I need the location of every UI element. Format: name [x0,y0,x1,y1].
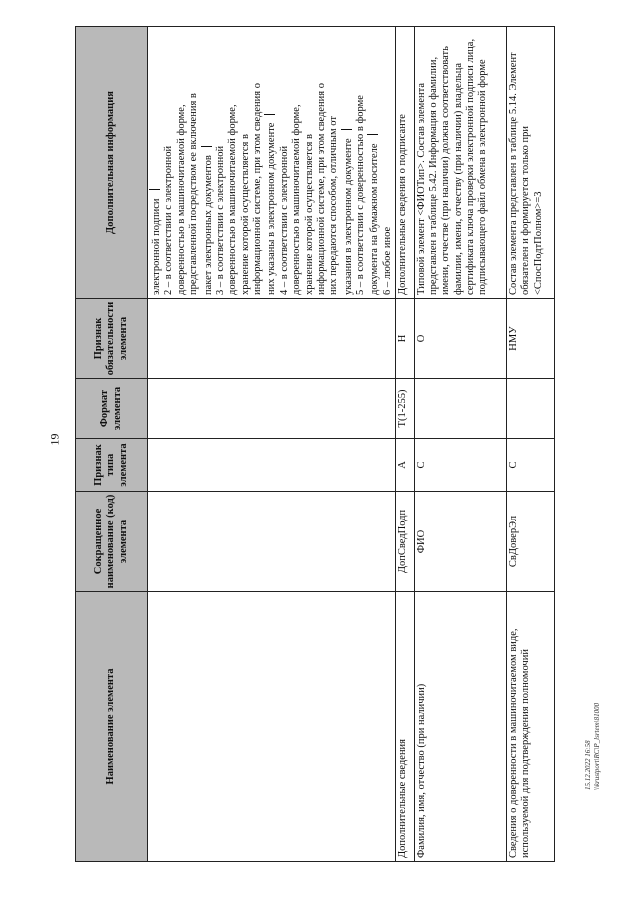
bar-mark [201,146,212,147]
header-info: Дополнительная информация [76,27,148,299]
cell-format: T(1-255) [396,379,414,439]
rotated-page [75,27,555,862]
footer-path: \\krustport\RC\P_lsrtem\81000 [592,702,601,790]
cell-info: Типовой элемент <ФИОТип>. Состав элемента представлен в таблице 5.42. Информация о фамилии, имени, отчестве (при наличии) должна соответствовать фамилии, имени, отчеству (при наличии) владельца сертификата ключа проверки электронной подписи лица, подписывающего файл обмена в электронной форме [414,27,506,299]
info-line: 6 – любое иное [381,226,393,295]
header-format: Формат элемента [76,379,148,439]
table-header-row [76,27,148,862]
elements-table [75,26,555,862]
table-row [506,27,554,862]
cell-format [148,379,396,439]
cell-type [148,439,396,492]
bar-mark [341,129,352,130]
bar-mark [367,134,378,135]
table-row [396,27,414,862]
bar-mark [264,114,275,115]
info-line: хранение которой осуществляется в [303,134,315,295]
cell-format [506,379,554,439]
footer-timestamp: 15.12.2022 16:58 [584,740,592,790]
cell-name: Сведения о доверенности в машиночитаемом виде, используемой для подтверждения полномочий [506,592,554,862]
table-row [414,27,506,862]
cell-required: О [414,299,506,379]
header-code: Сокращенное наименование (код) элемента [76,492,148,592]
print-footer [584,703,602,790]
cell-required: НМУ [506,299,554,379]
cell-name: Фамилия, имя, отчество (при наличии) [414,592,506,862]
cell-type: С [414,439,506,492]
info-line: 3 – в соответствии с электронной [214,145,226,295]
header-name: Наименование элемента [76,592,148,862]
cell-type: С [506,439,554,492]
table-row [148,27,396,862]
cell-code: СвДоверЭл [506,492,554,592]
info-line: информационной системе, при этом сведения о [252,83,263,295]
info-line: них указаны в электронном документе [264,30,278,295]
info-line: хранение которой осуществляется в [239,134,251,295]
header-type: Признак типа элемента [76,439,148,492]
page-number: 19 [47,433,62,446]
cell-required [148,299,396,379]
cell-info [148,27,396,299]
info-line: представленной посредством ее включения в [188,93,200,295]
info-line: указания в электронном документе [341,30,355,295]
cell-required: Н [396,299,414,379]
info-line: электронной подписи [149,30,163,295]
cell-format [414,379,506,439]
bar-mark [149,189,160,190]
info-line: пакет электронных документов [201,30,215,295]
info-line: 2 – в соответствии с электронной [163,145,175,295]
info-line: доверенностью в машиночитаемой форме, [227,104,239,295]
info-line: 4 – в соответствии с электронной [278,145,290,295]
info-line: доверенностью в машиночитаемой форме, [291,104,303,295]
cell-name: Дополнительные сведения [396,592,414,862]
info-line: 5 – в соответствии с доверенностью в форме [355,95,366,295]
cell-code [148,492,396,592]
info-line: них передаются способом, отличным от [328,116,340,295]
cell-info: Состав элемента представлен в таблице 5.14. Элемент обязателен и формируется только при <СпосПодтПолном>=3 [506,27,554,299]
header-required: Признак обязательности элемента [76,299,148,379]
cell-name [148,592,396,862]
cell-code: ДопСведПодп [396,492,414,592]
cell-type: А [396,439,414,492]
cell-code: ФИО [414,492,506,592]
info-line: информационной системе, при этом сведения о [315,83,327,295]
info-line: документа на бумажном носителе [367,30,381,295]
info-line: доверенностью в машиночитаемой форме, [175,104,187,295]
cell-info: Дополнительные сведения о подписанте [396,27,414,299]
